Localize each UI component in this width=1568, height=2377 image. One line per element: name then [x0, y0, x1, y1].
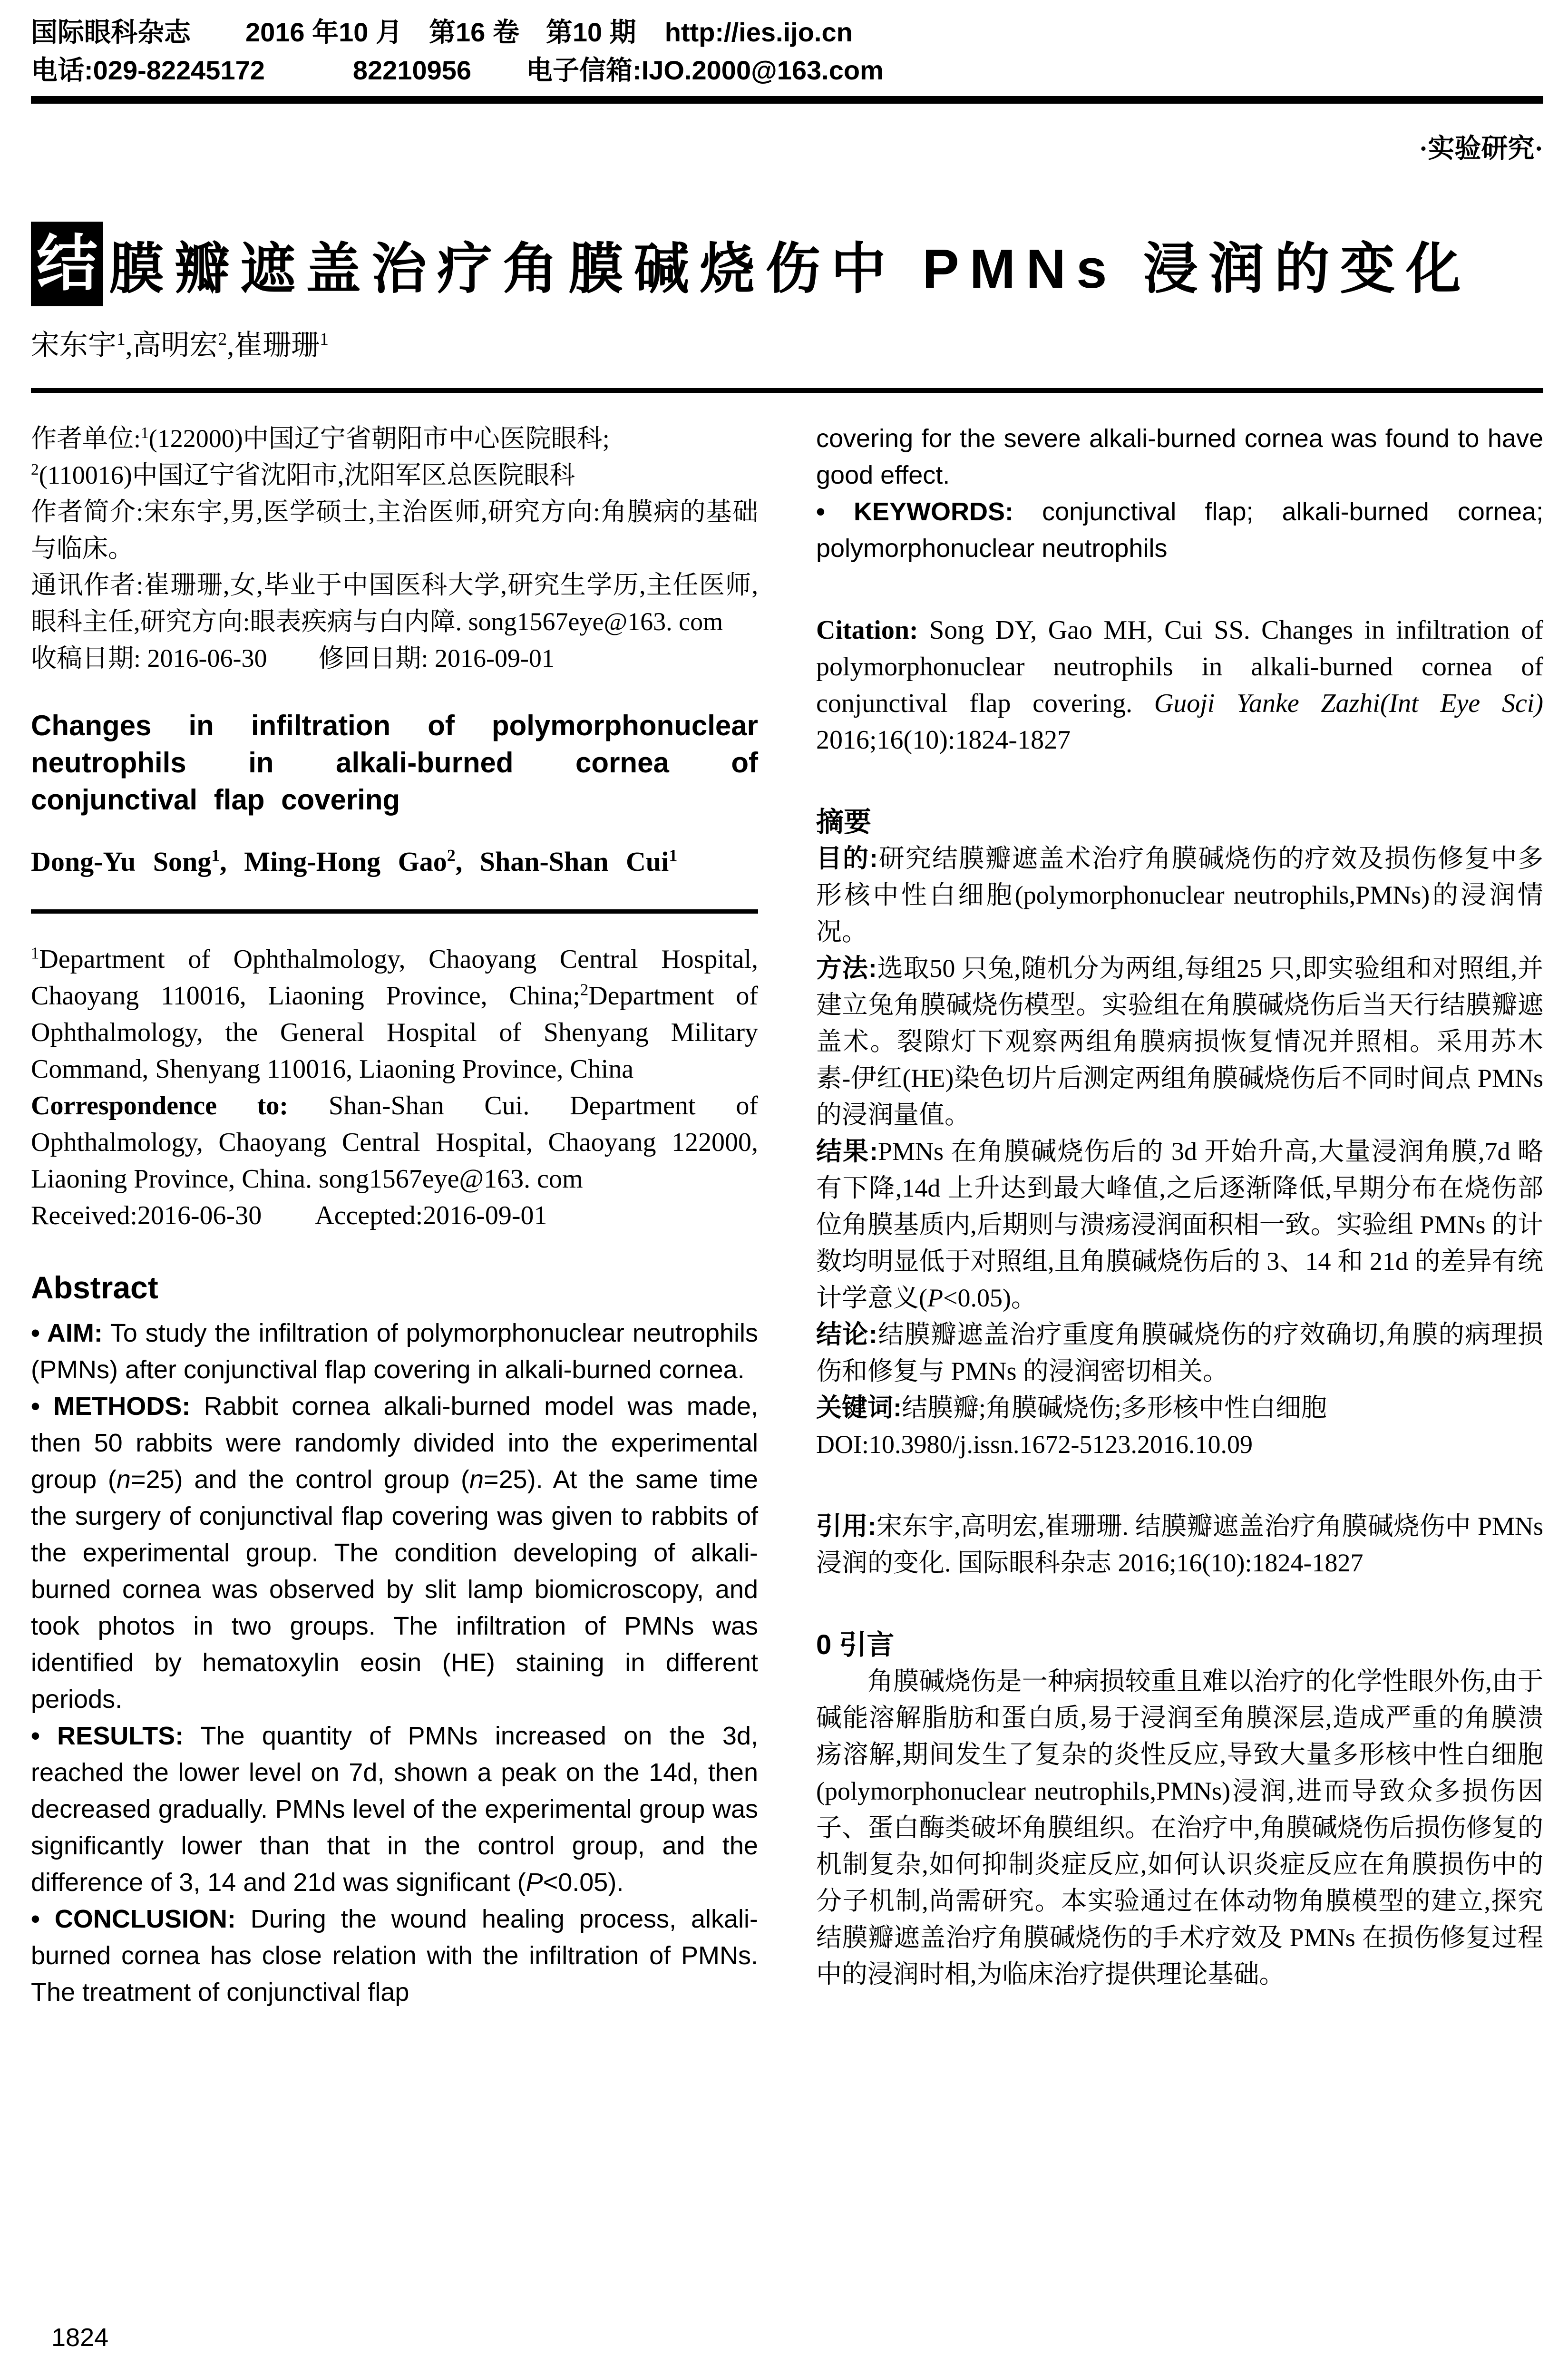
cn-abstract-aim [816, 840, 1543, 950]
text-segment: Department of Ophthalmology, Chaoyang Central Hospital, Chaoyang 110016, Liaoning Province, China; [31, 945, 758, 1011]
title-dropcap: 结 [31, 222, 103, 306]
text-segment: 作者单位: [31, 424, 141, 453]
title-divider-rule [31, 388, 1543, 393]
journal-url: http://ies.ijo.cn [664, 17, 853, 47]
english-authors [31, 843, 758, 880]
text-segment: 1 [117, 330, 126, 349]
author-affiliation-cn-2 [31, 457, 758, 494]
text-segment: • CONCLUSION: [31, 1905, 236, 1933]
abstract-results [31, 1718, 758, 1901]
text-segment: (122000)中国辽宁省朝阳市中心医院眼科; [148, 424, 610, 453]
text-segment: 目的: [816, 844, 878, 873]
text-segment: 关键词: [816, 1393, 902, 1422]
column-right [816, 420, 1543, 1993]
text-segment: <0.05). [543, 1868, 624, 1897]
text-segment: PMNs 在角膜碱烧伤后的 3d 开始升高,大量浸润角膜,7d 略有下降,14d 上升达到最大峰值,之后逐渐降低,早期分布在烧伤部位角膜基质内,后期则与溃疡浸润面积相一致。实验组 PMNs 的计数均明显低于对照组,且角膜碱烧伤后的 3、14 和 21d 的差异有统计学意义( [816, 1137, 1543, 1312]
abstract-conclusion [31, 1901, 758, 2011]
author-affiliation-cn [31, 420, 758, 457]
text-segment: , Ming-Hong Gao [220, 846, 447, 877]
cn-keywords [816, 1390, 1543, 1426]
text-segment: 1 [320, 330, 329, 349]
cn-abstract-methods [816, 950, 1543, 1133]
text-segment: 1 [141, 424, 149, 442]
text-segment: 结膜瓣遮盖治疗重度角膜碱烧伤的疗效确切,角膜的病理损伤和修复与 PMNs 的浸润密切相关。 [816, 1320, 1544, 1385]
footnote-rule [31, 909, 758, 914]
authors-chinese [31, 326, 1543, 364]
text-segment: n [116, 1465, 131, 1494]
text-segment: Rabbit cornea alkali-burned model was made, then 50 rabbits were randomly divided into the experimental group ( [31, 1392, 758, 1494]
text-segment: 通讯作者:崔珊珊,女,毕业于中国医科大学,研究生学历,主任医师,眼科主任,研究方向:眼表疾病与白内障. song1567eye@163. com [31, 571, 758, 636]
text-segment: <0.05)。 [943, 1284, 1037, 1312]
text-segment: 2 [447, 846, 456, 865]
text-segment: Dong-Yu Song [31, 846, 212, 877]
text-segment: , Shan-Shan Cui [455, 846, 669, 877]
text-segment: • METHODS: [31, 1392, 191, 1421]
journal-email: 电子信箱:IJO.2000@163.com [526, 55, 884, 85]
issue-info: 2016 年10 月 第16 卷 第10 期 [245, 17, 636, 47]
text-segment: 结论: [816, 1320, 877, 1349]
title-text: 膜瓣遮盖治疗角膜碱烧伤中 PMNs 浸润的变化 [109, 237, 1471, 300]
text-segment: 1 [31, 944, 39, 963]
journal-name: 国际眼科杂志 [31, 17, 191, 47]
author-bio-cn [31, 494, 758, 567]
intro-heading: 0 引言 [816, 1629, 895, 1660]
page-header [31, 13, 1543, 51]
intro-paragraph [816, 1663, 1543, 1993]
text-segment: Citation: [816, 615, 918, 645]
cn-abstract-conclusion [816, 1316, 1543, 1390]
text-segment: ,崔珊珊 [227, 330, 320, 361]
text-segment: n [469, 1465, 484, 1494]
text-segment: P [927, 1284, 943, 1312]
affiliations-en [31, 941, 758, 1088]
citation-cn [816, 1508, 1543, 1581]
text-segment: During the wound healing process, alkali-burned cornea has close relation with the infiltration of PMNs. The treatment of conjunctival flap [31, 1905, 758, 2007]
abstract-heading: Abstract [31, 1270, 158, 1305]
text-segment: 宋东宇,高明宏,崔珊珊. 结膜瓣遮盖治疗角膜碱烧伤中 PMNs 浸润的变化. 国际眼科杂志 2016;16(10):1824-1827 [816, 1512, 1543, 1577]
text-segment: 宋东宇 [31, 330, 117, 361]
page-number: 1824 [51, 2323, 109, 2352]
dates-en [31, 1198, 758, 1234]
text-segment: Guoji Yanke Zazhi(Int Eye Sci) [1154, 689, 1544, 718]
dates-cn [31, 640, 758, 677]
text-segment: 2016;16(10):1824-1827 [816, 725, 1071, 755]
text-segment: 1 [211, 846, 220, 865]
text-segment: (110016)中国辽宁省沈阳市,沈阳军区总医院眼科 [39, 461, 575, 489]
english-title: Changes in infiltration of polymorphonuclear neutrophils in alkali-burned cornea of conjunctival flap covering [31, 710, 758, 816]
text-segment: 结果: [816, 1137, 878, 1166]
text-segment: 选取50 只兔,随机分为两组,每组25 只,即实验组和对照组,并建立兔角膜碱烧伤模型。实验组在角膜碱烧伤后当天行结膜瓣遮盖术。裂隙灯下观察两组角膜病损恢复情况并照相。采用苏木素-伊红(HE)染色切片后测定两组角膜碱烧伤后不同时间点 PMNs 的浸润量值。 [816, 954, 1543, 1129]
text-segment: 收稿日期: 2016-06-30 修回日期: 2016-09-01 [31, 644, 555, 672]
text-segment: 2 [218, 330, 227, 349]
corresponding-author-cn [31, 567, 758, 640]
text-segment: To study the infiltration of polymorphonuclear neutrophils (PMNs) after conjunctival flap covering in alkali-burned cornea. [31, 1319, 759, 1384]
text-segment: DOI:10.3980/j.issn.1672-5123.2016.10.09 [816, 1430, 1253, 1459]
text-segment: Received:2016-06-30 Accepted:2016-09-01 [31, 1201, 547, 1230]
text-segment: =25) and the control group ( [130, 1465, 469, 1494]
text-segment: Shan-Shan Cui. Department of Ophthalmology, Chaoyang Central Hospital, Chaoyang 122000, Liaoning Province, China. song1567eye@163. com [31, 1091, 758, 1194]
text-segment: 引用: [816, 1512, 877, 1540]
text-segment: 角膜碱烧伤是一种病损较重且难以治疗的化学性眼外伤,由于碱能溶解脂肪和蛋白质,易于浸润至角膜深层,造成严重的角膜溃疡溶解,期间发生了复杂的炎性反应,导致大量多形核中性白细胞(polymorphonuclear neutrophils,PMNs)浸润,进而导致众多损伤因子、蛋白酶类破坏角膜组织。在治疗中,角膜碱烧伤后损伤修复的机制复杂,如何抑制炎症反应,如何认识炎症反应在角膜损伤中的分子机制,尚需研究。本实验通过在体动物角膜模型的建立,探究结膜瓣遮盖治疗角膜碱烧伤的手术疗效及 PMNs 在损伤修复过程中的浸润时相,为临床治疗提供理论基础。 [816, 1667, 1543, 1988]
text-segment: 方法: [816, 954, 877, 983]
article-title [31, 222, 1543, 306]
text-segment: Department of Ophthalmology, the General Hospital of Shenyang Military Command, Shenyang 110016, Liaoning Province, China [31, 981, 758, 1084]
keywords-en [816, 494, 1543, 567]
journal-phone-2: 82210956 [352, 55, 472, 85]
header-rule [31, 96, 1543, 104]
text-segment: Correspondence to: [31, 1091, 289, 1120]
text-segment: Song DY, Gao MH, Cui SS. Changes in infiltration of polymorphonuclear neutrophils in alkali-burned cornea of conjunctival flap covering. [816, 615, 1543, 718]
citation-en [816, 612, 1543, 759]
text-segment: • AIM: [31, 1319, 103, 1347]
text-segment: • KEYWORDS: [816, 497, 1014, 526]
cn-abstract-results [816, 1133, 1543, 1316]
abstract-continuation [816, 420, 1543, 494]
text-segment: ,高明宏 [125, 330, 218, 361]
text-segment: P [526, 1868, 543, 1897]
text-segment: covering for the severe alkali-burned cornea was found to have good effect. [816, 424, 1543, 489]
text-segment: • RESULTS: [31, 1722, 184, 1750]
abstract-aim [31, 1315, 758, 1388]
article-body [31, 420, 1543, 2011]
text-segment: The quantity of PMNs increased on the 3d, reached the lower level on 7d, shown a peak on the 14d, then decreased gradually. PMNs level of the experimental group was significantly lower than that in the control group, and the difference of 3, 14 and 21d was significant ( [31, 1722, 758, 1897]
chinese-abstract-heading: 摘要 [816, 807, 872, 838]
text-segment: 研究结膜瓣遮盖术治疗角膜碱烧伤的疗效及损伤修复中多形核中性白细胞(polymorphonuclear neutrophils,PMNs)的浸润情况。 [816, 844, 1544, 946]
text-segment: conjunctival flap; alkali-burned cornea; polymorphonuclear neutrophils [816, 497, 1544, 563]
text-segment: 结膜瓣;角膜碱烧伤;多形核中性白细胞 [901, 1393, 1327, 1422]
text-segment: =25). At the same time the surgery of conjunctival flap covering was given to rabbits of the experimental group. The condition developing of alkali-burned cornea was observed by slit lamp biomicroscopy, and took photos in two groups. The infiltration of PMNs was identified by hematoxylin eosin (HE) staining in different periods. [31, 1465, 758, 1714]
text-segment: 1 [669, 846, 678, 865]
abstract-methods [31, 1388, 758, 1718]
text-segment: 2 [580, 980, 589, 999]
doi-line [816, 1426, 1543, 1463]
page-header-contact [31, 51, 1543, 89]
journal-phone: 电话:029-82245172 [31, 55, 265, 85]
section-label: ·实验研究· [1419, 134, 1543, 164]
text-segment: 2 [31, 461, 39, 478]
correspondence-en [31, 1088, 758, 1198]
column-left [31, 420, 758, 2011]
text-segment: 作者简介:宋东宇,男,医学硕士,主治医师,研究方向:角膜病的基础与临床。 [31, 497, 758, 563]
